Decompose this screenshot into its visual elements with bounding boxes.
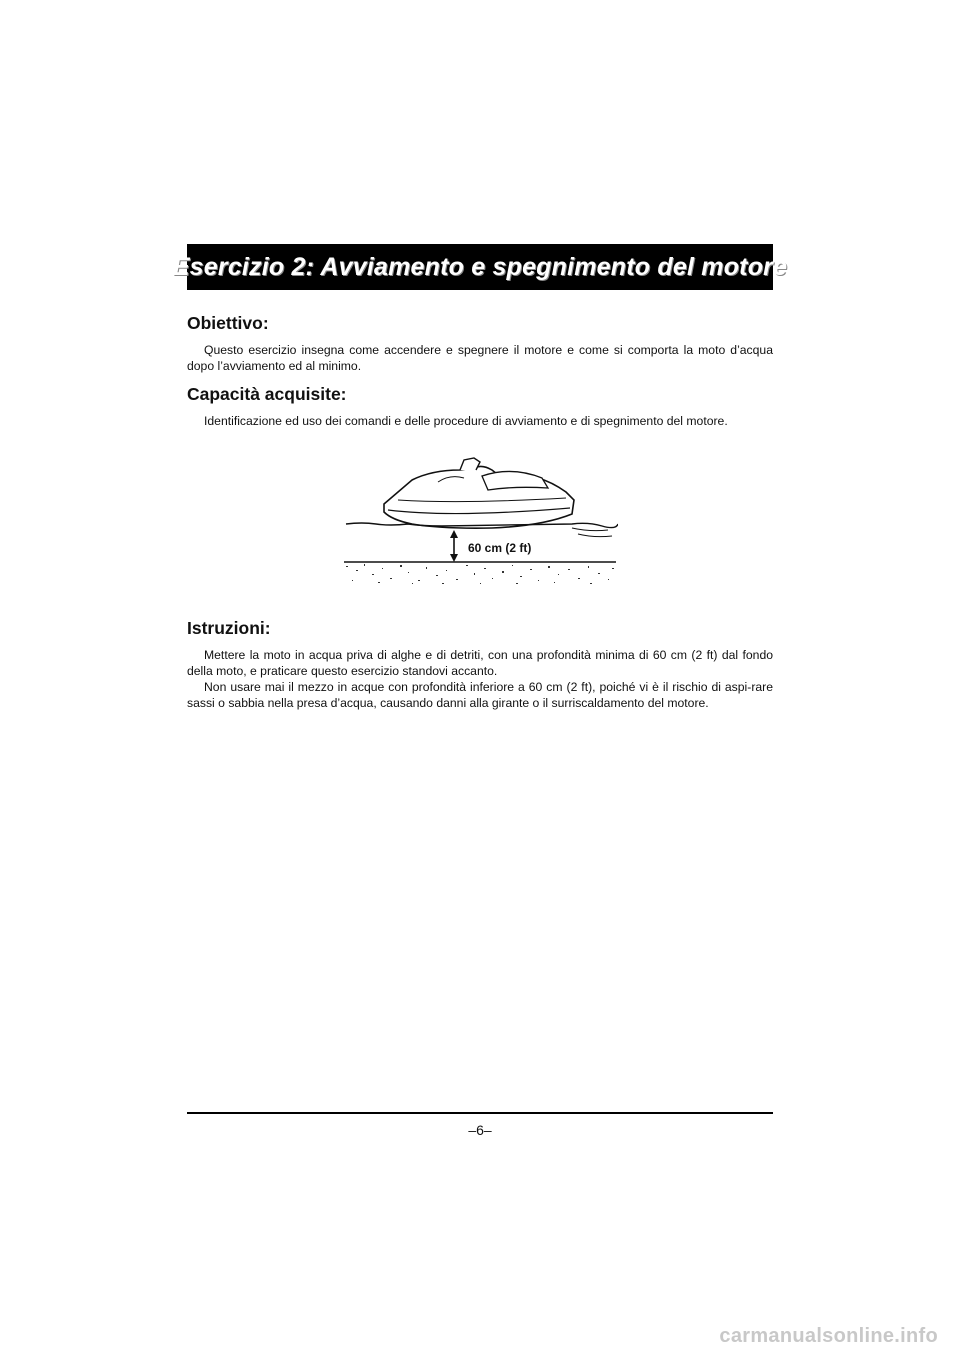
- watermark: carmanualsonline.info: [719, 1325, 938, 1347]
- title-banner: [172, 244, 788, 290]
- depth-label: [468, 541, 531, 555]
- section-capacita: [187, 384, 773, 429]
- section-heading: Obiettivo:: [187, 313, 269, 333]
- section-heading: Istruzioni:: [187, 618, 271, 638]
- section-paragraph: Identificazione ed uso dei comandi e delle procedure di avviamento e di spegnimento del motore.: [204, 414, 728, 428]
- page-title: Esercizio 2: Avviamento e spegnimento del motore: [172, 252, 788, 281]
- jet-ski-illustration: [342, 452, 618, 588]
- section-istruzioni: [187, 618, 773, 711]
- section-paragraph: Non usare mai il mezzo in acque con profondità inferiore a 60 cm (2 ft), poiché vi è il rischio di aspi-rare sassi o sabbia nella presa d’acqua, causando danni alla girante o il surriscaldamento del motore.: [187, 680, 773, 710]
- section-obiettivo: [187, 313, 773, 374]
- section-heading: Capacità acquisite:: [187, 384, 347, 404]
- section-paragraph: Questo esercizio insegna come accendere e spegnere il motore e come si comporta la moto d’acqua dopo l’avviamento ed al minimo.: [187, 343, 773, 373]
- jet-ski-depth-figure: [342, 452, 618, 588]
- section-paragraph: Mettere la moto in acqua priva di alghe e di detriti, con una profondità minima di 60 cm (2 ft) dal fondo della moto, e praticare questo esercizio standovi accanto.: [187, 648, 773, 678]
- depth-metric: 60 cm: [468, 541, 503, 555]
- footer-divider: [187, 1112, 773, 1114]
- page-number: –6–: [468, 1122, 492, 1138]
- depth-imperial: (2 ft): [505, 541, 532, 555]
